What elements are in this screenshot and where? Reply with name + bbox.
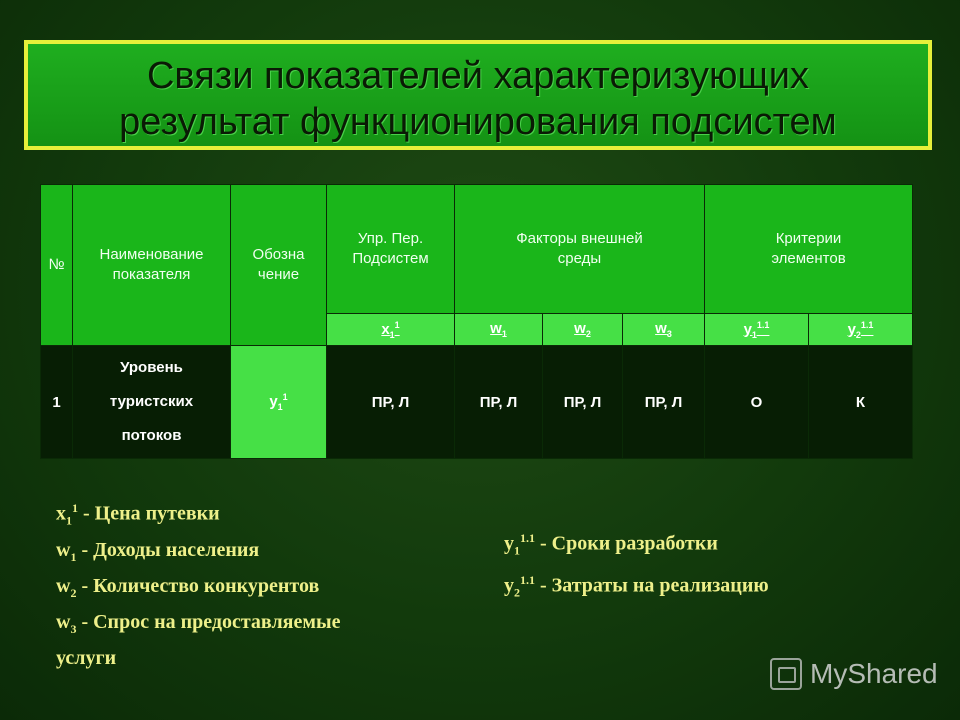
title-line-1: Связи показателей характеризующих [146, 55, 809, 97]
subheader-w2: $w_2$ [543, 314, 623, 346]
title-banner [24, 40, 932, 150]
header-factors: Факторы внешней среды [455, 185, 705, 314]
header-designation: Обозна чение [231, 185, 327, 346]
watermark [770, 654, 938, 694]
row-value-y1: О [705, 346, 809, 459]
title-line-2: результат функционирования подсистем [119, 101, 837, 143]
subheader-y2: $y_2^{1.1}$ [809, 314, 913, 346]
legend-item-w2: $w_2$ - Количество конкурентов [56, 574, 320, 600]
legend-item-y1: $y_1^{1.1}$ - Сроки разработки [504, 531, 718, 558]
legend-item-w1: $w_1$ - Доходы населения [56, 538, 260, 564]
header-num: № [41, 185, 73, 346]
subheader-y1: $y_1^{1.1}$ [705, 314, 809, 346]
slideshow-icon [770, 658, 802, 690]
row-value-x1: ПР, Л [327, 346, 455, 459]
legend-item-w3-cont: услуги [56, 646, 117, 669]
row-num: 1 [41, 346, 73, 459]
row-designation: $y_1^1$ [231, 346, 327, 459]
legend-item-x1: $x_1^1$ - Цена путевки [56, 501, 220, 528]
legend-item-w3: $w_3$ - Спрос на предоставляемые [56, 610, 341, 636]
legend-item-y2: $y_2^{1.1}$ - Затраты на реализацию [504, 572, 769, 600]
watermark-text: MyShared [810, 658, 938, 689]
subheader-w3: $w_3$ [623, 314, 705, 346]
legend-left [56, 494, 476, 673]
subheader-x1: $x_1^1$ [327, 314, 455, 346]
row-value-w3: ПР, Л [623, 346, 705, 459]
header-name: Наименование показателя [73, 185, 231, 346]
row-value-w1: ПР, Л [455, 346, 543, 459]
subheader-w1: $w_1$ [455, 314, 543, 346]
header-control: Упр. Пер. Подсистем [327, 185, 455, 314]
row-name: Уровень туристских потоков [73, 346, 231, 459]
row-value-y2: К [809, 346, 913, 459]
header-row [41, 185, 913, 314]
table-row [41, 346, 913, 459]
legend-right [504, 524, 924, 607]
indicator-table [40, 184, 913, 459]
header-criteria: Критерии элементов [705, 185, 913, 314]
row-value-w2: ПР, Л [543, 346, 623, 459]
